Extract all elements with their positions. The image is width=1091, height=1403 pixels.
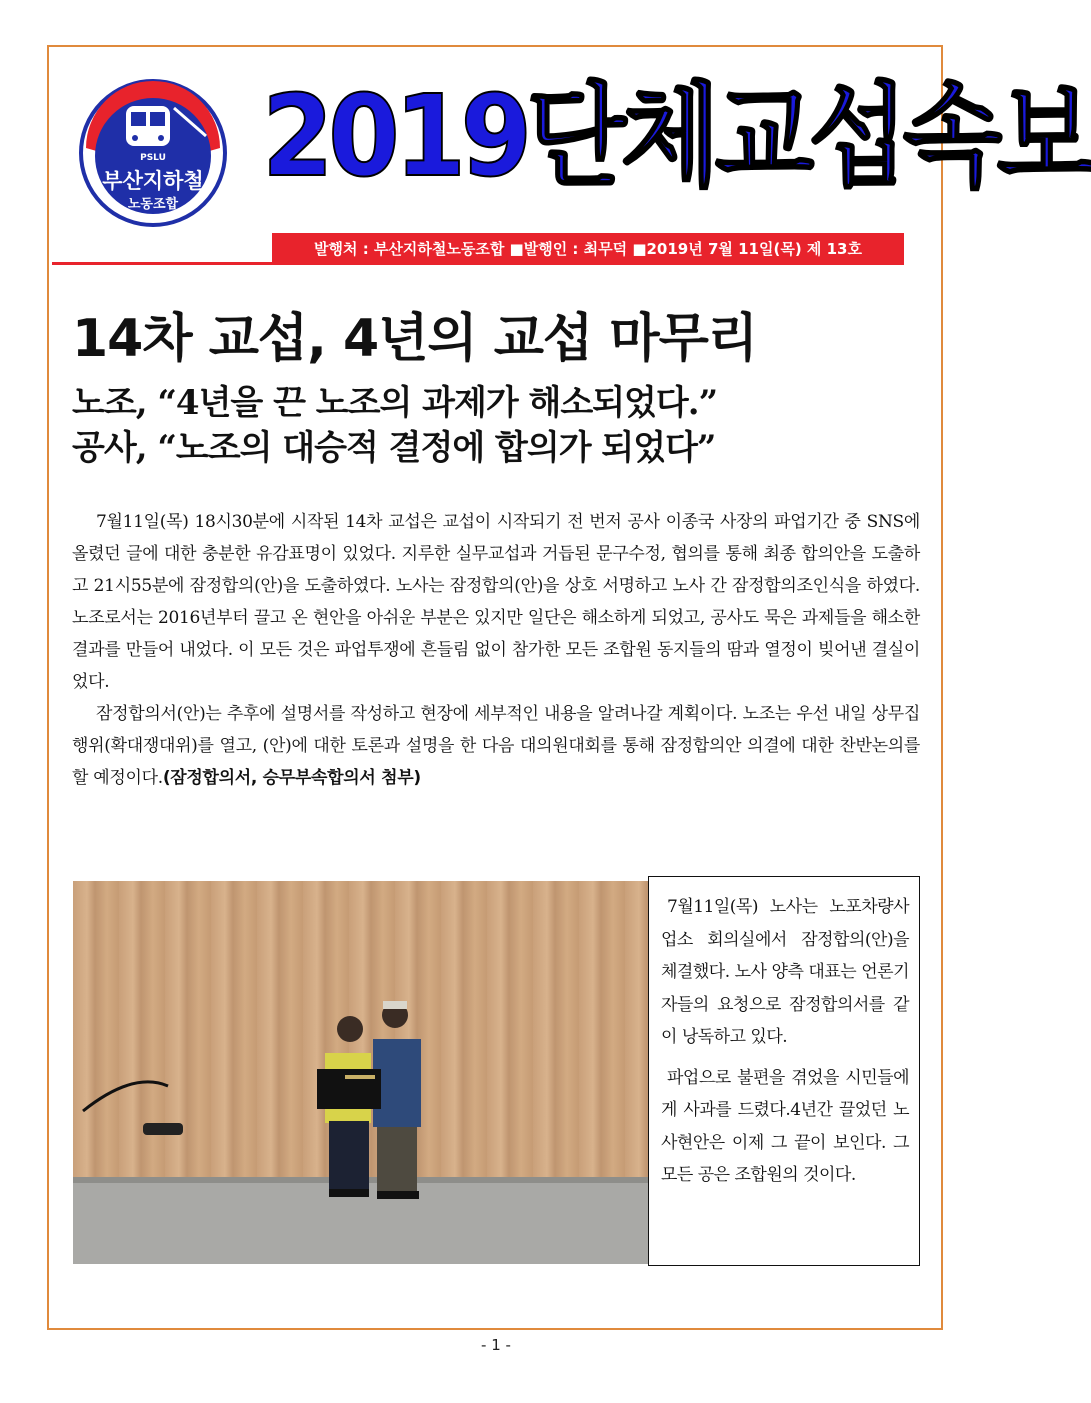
photo-caption: [648, 876, 920, 1266]
caption-paragraph: 파업으로 불편을 겪었을 시민들에게 사과를 드렸다.4년간 끌었던 노사현안은 이제 그 끝이 보인다. 그 모든 공은 조합원의 것이다.: [661, 1067, 909, 1185]
page-number: - 1 -: [481, 1336, 511, 1354]
subheadline-union: 노조, “4년을 끈 노조의 과제가 해소되었다.”: [72, 383, 718, 423]
publication-info: 발행처 : 부산지하철노동조합 ■발행인 : 최무덕 ■2019년 7월 11일(목) 제 13호: [272, 233, 904, 265]
article-body: [72, 506, 920, 794]
subheadline-corporation: 공사, “노조의 대승적 결정에 합의가 되었다”: [72, 428, 716, 468]
caption-paragraph: 7월11일(목) 노사는 노포차량사업소 회의실에서 잠정합의(안)을 체결했다. 노사 양측 대표는 언론기자들의 요청으로 잠정합의서를 같이 낭독하고 있다.: [661, 897, 909, 1047]
masthead-title: 2019단체교섭속보: [262, 72, 1091, 202]
svg-text:PSLU: PSLU: [140, 153, 166, 163]
union-logo: [78, 78, 228, 228]
signing-ceremony-photo: [73, 881, 648, 1264]
svg-text:노동조합: 노동조합: [127, 197, 179, 212]
svg-text:부산지하철: 부산지하철: [102, 169, 204, 193]
header-divider: [52, 262, 272, 265]
article-headline: 14차 교섭, 4년의 교섭 마무리: [72, 309, 758, 369]
article-paragraph: 잠정합의서(안)는 추후에 설명서를 작성하고 현장에 세부적인 내용을 알려나갈 계획이다. 노조는 우선 내일 상무집행위(확대쟁대위)를 열고, (안)에 대한 토론과 설명을 한 다음 대의원대회를 통해 잠정합의안 의결에 대한 찬반논의를 할 예정이다.(잠정합의서, 승무부속합의서 첨부): [72, 704, 920, 788]
attachment-note: (잠정합의서, 승무부속합의서 첨부): [162, 768, 421, 788]
article-paragraph: 7월11일(목) 18시30분에 시작된 14차 교섭은 교섭이 시작되기 전 번저 공사 이종국 사장의 파업기간 중 SNS에 올렸던 글에 대한 충분한 유감표명이 있었다. 지루한 실무교섭과 거듭된 문구수정, 협의를 통해 최종 합의안을 도출하고 21시55분에 잠정합의(안)을 도출하였다. 노사는 잠정합의(안)을 상호 서명하고 노사 간 잠정합의조인식을 하였다. 노조로서는 2016년부터 끌고 온 현안을 아쉬운 부분은 있지만 일단은 해소하게 되었고, 공사도 묵은 과제들을 해소한 결과를 만들어 내었다. 이 모든 것은 파업투쟁에 흔들림 없이 참가한 모든 조합원 동지들의 땀과 열정이 빚어낸 결실이었다.: [72, 512, 920, 692]
